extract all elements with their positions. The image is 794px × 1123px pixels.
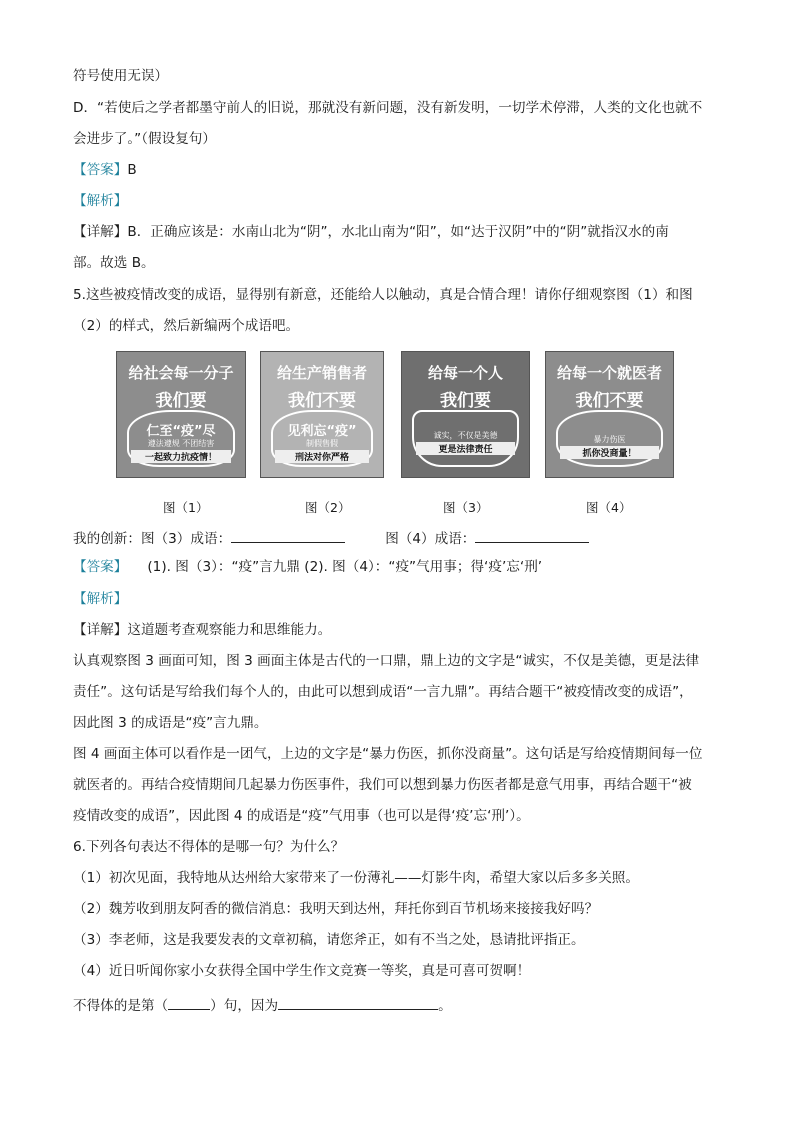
text-line: 责任”。这句话是写给我们每个人的，由此可以想到成语“一言九鼎”。再结合题干“被疫情改变的成语”， <box>73 684 693 700</box>
figure-caption: 图（1） <box>163 500 209 515</box>
analysis-tag: 【解析】 <box>73 193 128 209</box>
detail-text: 这道题考查观察能力和思维能力。 <box>127 622 332 638</box>
answer-tag: 【答案】 <box>73 559 128 575</box>
option-4: （4）近日听闻你家小女获得全国中学生作文竞赛一等奖，真是可喜可贺啊！ <box>73 963 531 979</box>
fill-middle: ）句，因为 <box>210 998 279 1014</box>
poster-sub-text: 制假售假 <box>306 439 338 448</box>
answer-line <box>73 164 137 178</box>
poster-mid-text: 我们不要 <box>288 391 356 411</box>
creation-mid: 图（4）成语： <box>385 531 476 547</box>
poster-bottom-text: 抓你没商量！ <box>560 446 659 459</box>
fill-line <box>73 997 452 1014</box>
answer-blank-number[interactable] <box>168 997 210 1010</box>
poster-sub-text: 遵法遵规 不团结害 <box>147 439 215 448</box>
poster-top-text: 给每一个就医者 <box>556 364 662 382</box>
option-2: （2）魏芳收到朋友阿香的微信消息：我明天到达州，拜托你到百节机场来接接我好吗？ <box>73 901 599 917</box>
figure-caption: 图（2） <box>305 500 351 515</box>
poster-sub-text: 诚实，不仅是美德 <box>433 431 498 440</box>
poster-top-text: 给每一个人 <box>427 364 503 382</box>
detail-line <box>73 226 669 240</box>
poster-mid-text: 我们要 <box>440 391 491 411</box>
text-line: D．“若使后之学者都墨守前人的旧说，那就没有新问题，没有新发明，一切学术停滞，人类的文化也就不 <box>73 100 703 116</box>
poster-image-4 <box>545 351 674 478</box>
answer-line <box>73 561 542 575</box>
answer-tag: 【答案】 <box>73 162 128 178</box>
text-line: 会进步了。”（假设复句） <box>73 131 216 147</box>
text-line: 就医者的。再结合疫情期间几起暴力伤医事件，我们可以想到暴力伤医者都是意气用事，再结合题干“被 <box>73 777 692 793</box>
text-line: 认真观察图 3 画面可知，图 3 画面主体是古代的一口鼎，鼎上边的文字是“诚实，不仅是美德，更是法律 <box>73 653 700 669</box>
answer-blank-3[interactable] <box>231 530 345 543</box>
detail-line <box>73 624 331 638</box>
poster-image-1 <box>116 351 246 478</box>
poster-bottom-text: 更是法律责任 <box>416 442 515 455</box>
text-line: 疫情改变的成语”，因此图 4 的成语是“疫”气用事（也可以是得‘疫’忘‘刑’）。 <box>73 808 530 824</box>
poster-image-2 <box>260 351 384 478</box>
creation-prefix: 我的创新：图（3）成语： <box>73 531 232 547</box>
poster-main-text: 见利忘“疫” <box>287 424 357 439</box>
poster-bottom-text: 刑法对你严格 <box>275 450 369 463</box>
option-1: （1）初次见面，我特地从达州给大家带来了一份薄礼——灯影牛肉，希望大家以后多多关照。 <box>73 870 639 886</box>
analysis-tag: 【解析】 <box>73 591 128 607</box>
fill-prefix: 不得体的是第（ <box>73 998 169 1014</box>
text-line: 图 4 画面主体可以看作是一团气，上边的文字是“暴力伤医，抓你没商量”。这句话是写给疫情期间每一位 <box>73 746 703 762</box>
question-5: 5.这些被疫情改变的成语，显得别有新意，还能给人以触动，真是合情合理！请你仔细观察图（1）和图 <box>73 287 693 303</box>
poster-image-3 <box>401 351 530 478</box>
poster-main-text: 仁至“疫”尽 <box>146 424 216 439</box>
answer-text: (1). 图（3）：“疫”言九鼎 (2). 图（4）：“疫”气用事；得‘疫’忘‘刑’ <box>147 559 543 575</box>
figure-caption: 图（4） <box>586 500 632 515</box>
text-line: 部。故选 B。 <box>73 255 155 271</box>
detail-tag: 【详解】 <box>73 224 128 240</box>
answer-text: B <box>127 162 137 178</box>
answer-blank-4[interactable] <box>475 530 589 543</box>
creation-line <box>73 530 589 547</box>
text-line: 符号使用无误） <box>73 68 169 84</box>
poster-top-text: 给生产销售者 <box>276 364 367 382</box>
figure-caption: 图（3） <box>443 500 489 515</box>
poster-sub-text: 暴力伤医 <box>593 435 626 444</box>
answer-blank-reason[interactable] <box>278 997 438 1010</box>
fill-suffix: 。 <box>438 998 452 1014</box>
poster-mid-text: 我们要 <box>155 391 207 411</box>
poster-top-text: 给社会每一分子 <box>128 364 234 382</box>
question-5-cont: （2）的样式，然后新编两个成语吧。 <box>73 318 300 334</box>
poster-mid-text: 我们不要 <box>575 391 644 411</box>
detail-text: B．正确应该是：水南山北为“阴”，水北山南为“阳”，如“达于汉阴”中的“阴”就指汉水的南 <box>127 224 669 240</box>
text-line: 因此图 3 的成语是“疫”言九鼎。 <box>73 715 268 731</box>
detail-tag: 【详解】 <box>73 622 128 638</box>
poster-bottom-text: 一起致力抗疫情！ <box>131 450 231 463</box>
question-6: 6.下列各句表达不得体的是哪一句？为什么？ <box>73 839 345 855</box>
option-3: （3）李老师，这是我要发表的文章初稿，请您斧正，如有不当之处，恳请批评指正。 <box>73 932 585 948</box>
